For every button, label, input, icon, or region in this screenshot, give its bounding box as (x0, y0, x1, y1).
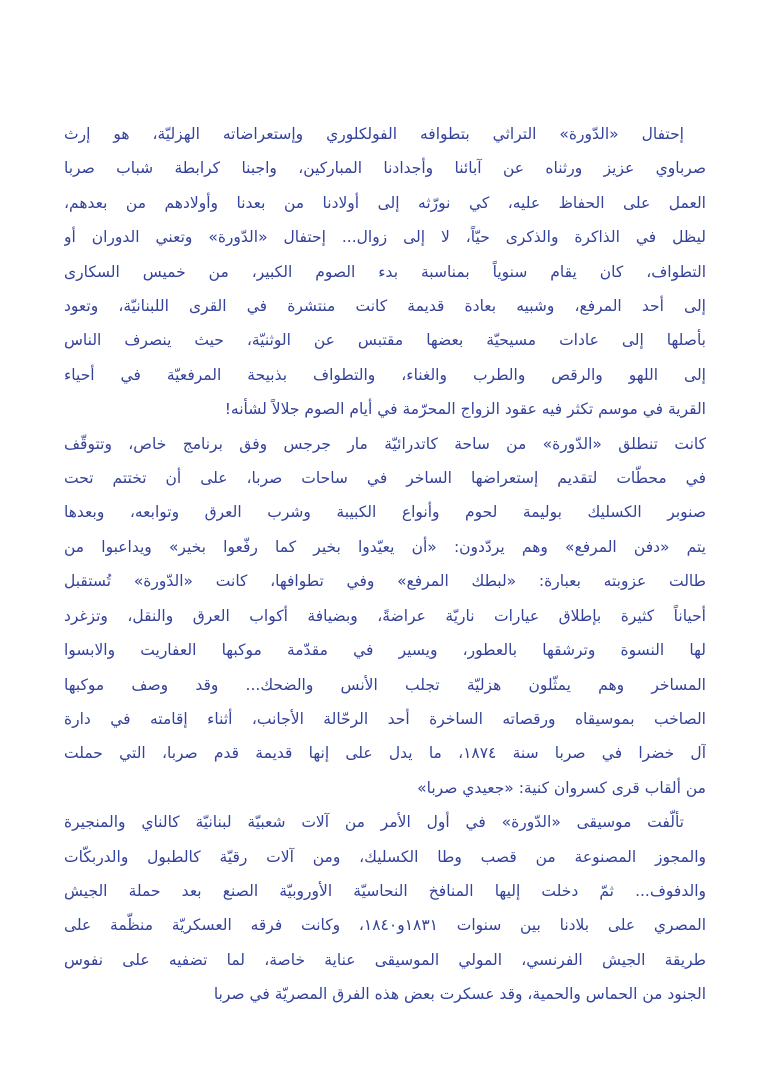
text-line: إلى اللهو والرقص والطرب والغناء، والتطواف بذبيحة المرفعيّة في أحياء (64, 365, 706, 384)
text-line: بأصلها إلى عادات مسيحيّة بعضها مقتبس عن الوثنيّة، حيث ينصرف الناس (64, 331, 706, 350)
text-line: من ألقاب قرى كسروان كنية: «جعيدي صربا» (417, 778, 706, 797)
text-line: العمل على الحفاظ عليه، كي نورّثه إلى أولادنا من بعدنا وأولادهم من بعدهم، (64, 193, 706, 212)
text-line: القرية في موسم تكثر فيه عقود الزواج المحرّمة في أيام الصوم جلالاً لشأنه! (224, 400, 706, 419)
text-line: المساخر وهم يمثّلون هزليّة تجلب الأنس والضحك... وقد وصف موكبها (64, 675, 706, 694)
text-line: يتم «دفن المرفع» وهم يردّدون: «أن يعيّدوا بخير كما رفّعوا بخير» ويداعبوا من (64, 537, 706, 556)
text-line: كانت تنطلق «الدّورة» من ساحة كاتدرائيّة مار جرجس وفق برنامج خاص، وتتوقّف (64, 434, 706, 453)
text-line: صنوبر الكسليك بوليمة لحوم وأنواع الكبيبة وشرب العرق وتوابعه، وبعدها (64, 503, 706, 522)
text-line: إلى أحد المرفع، وشبيه بعادة قديمة كانت منتشرة في القرى اللبنانيّة، وتعود (64, 297, 706, 316)
text-line: الصاخب بموسيقاه ورقصاته الساخرة أحد الرحّالة الأجانب، أثناء إقامته في دارة (64, 709, 706, 728)
text-line: المصري على بلادنا بين سنوات ١٨٣١و١٨٤٠، وكانت فرقه العسكريّة منظّمة على (64, 916, 706, 935)
text-line: والدفوف... ثمّ دخلت إليها المنافخ النحاسيّة الأوروبيّة الصنع بعد حملة الجيش (64, 881, 706, 900)
text-line: أحياناً كثيرة بإطلاق عيارات ناريّة عراضةً، وبضيافة أكواب العرق والنقل، وتزغرد (64, 606, 706, 625)
text-line: التطواف، كان يقام سنوياً بمناسبة بدء الصوم الكبير، من خميس السكارى (64, 262, 706, 281)
text-line: آل خضرا في صربا سنة ١٨٧٤، ما يدل على إنها قديمة قدم صربا، التي حملت (64, 744, 706, 763)
paragraph (64, 117, 706, 427)
text-line: في محطّات لتقديم إستعراضها الساخر في ساحات صربا، على أن تختتم تحت (64, 469, 706, 488)
text-line: صرباوي عزيز ورثناه عن آبائنا وأجدادنا المباركين، واجبنا كرابطة شباب صربا (64, 159, 706, 178)
article-body (64, 117, 706, 1012)
text-line: لها النسوة وترشقها بالعطور، ويسير في مقدّمة موكبها العفاريت والابسوا (64, 641, 706, 660)
paragraph (64, 427, 706, 805)
text-line: طريقة الجيش الفرنسي، المولي الموسيقى عناية خاصة، لما تضفيه على نفوس (64, 950, 706, 969)
text-line: الجنود من الحماس والحمية، وقد عسكرت بعض هذه الفرق المصريّة في صربا (213, 985, 706, 1004)
text-line: ليظل في الذاكرة والذكرى حيّاً، لا إلى زوال... إحتفال «الدّورة» وتعني الدوران أو (64, 228, 706, 247)
text-line: تألّفت موسيقى «الدّورة» في أول الأمر من آلات شعبيّة لبنانيّة كالناي والمنجيرة (64, 813, 684, 832)
text-line: إحتفال «الدّورة» التراثي بتطوافه الفولكلوري وإستعراضاته الهزليّة، هو إرث (64, 125, 684, 143)
text-line: والمجوز المصنوعة من قصب وطا الكسليك، ومن آلات رقيّة كالطبول والدربكّات (64, 847, 706, 866)
paragraph (64, 805, 706, 1011)
text-line: طالت عزوبته بعبارة: «لبطك المرفع» وفي تطوافها، كانت «الدّورة» تُستقبل (64, 572, 706, 591)
